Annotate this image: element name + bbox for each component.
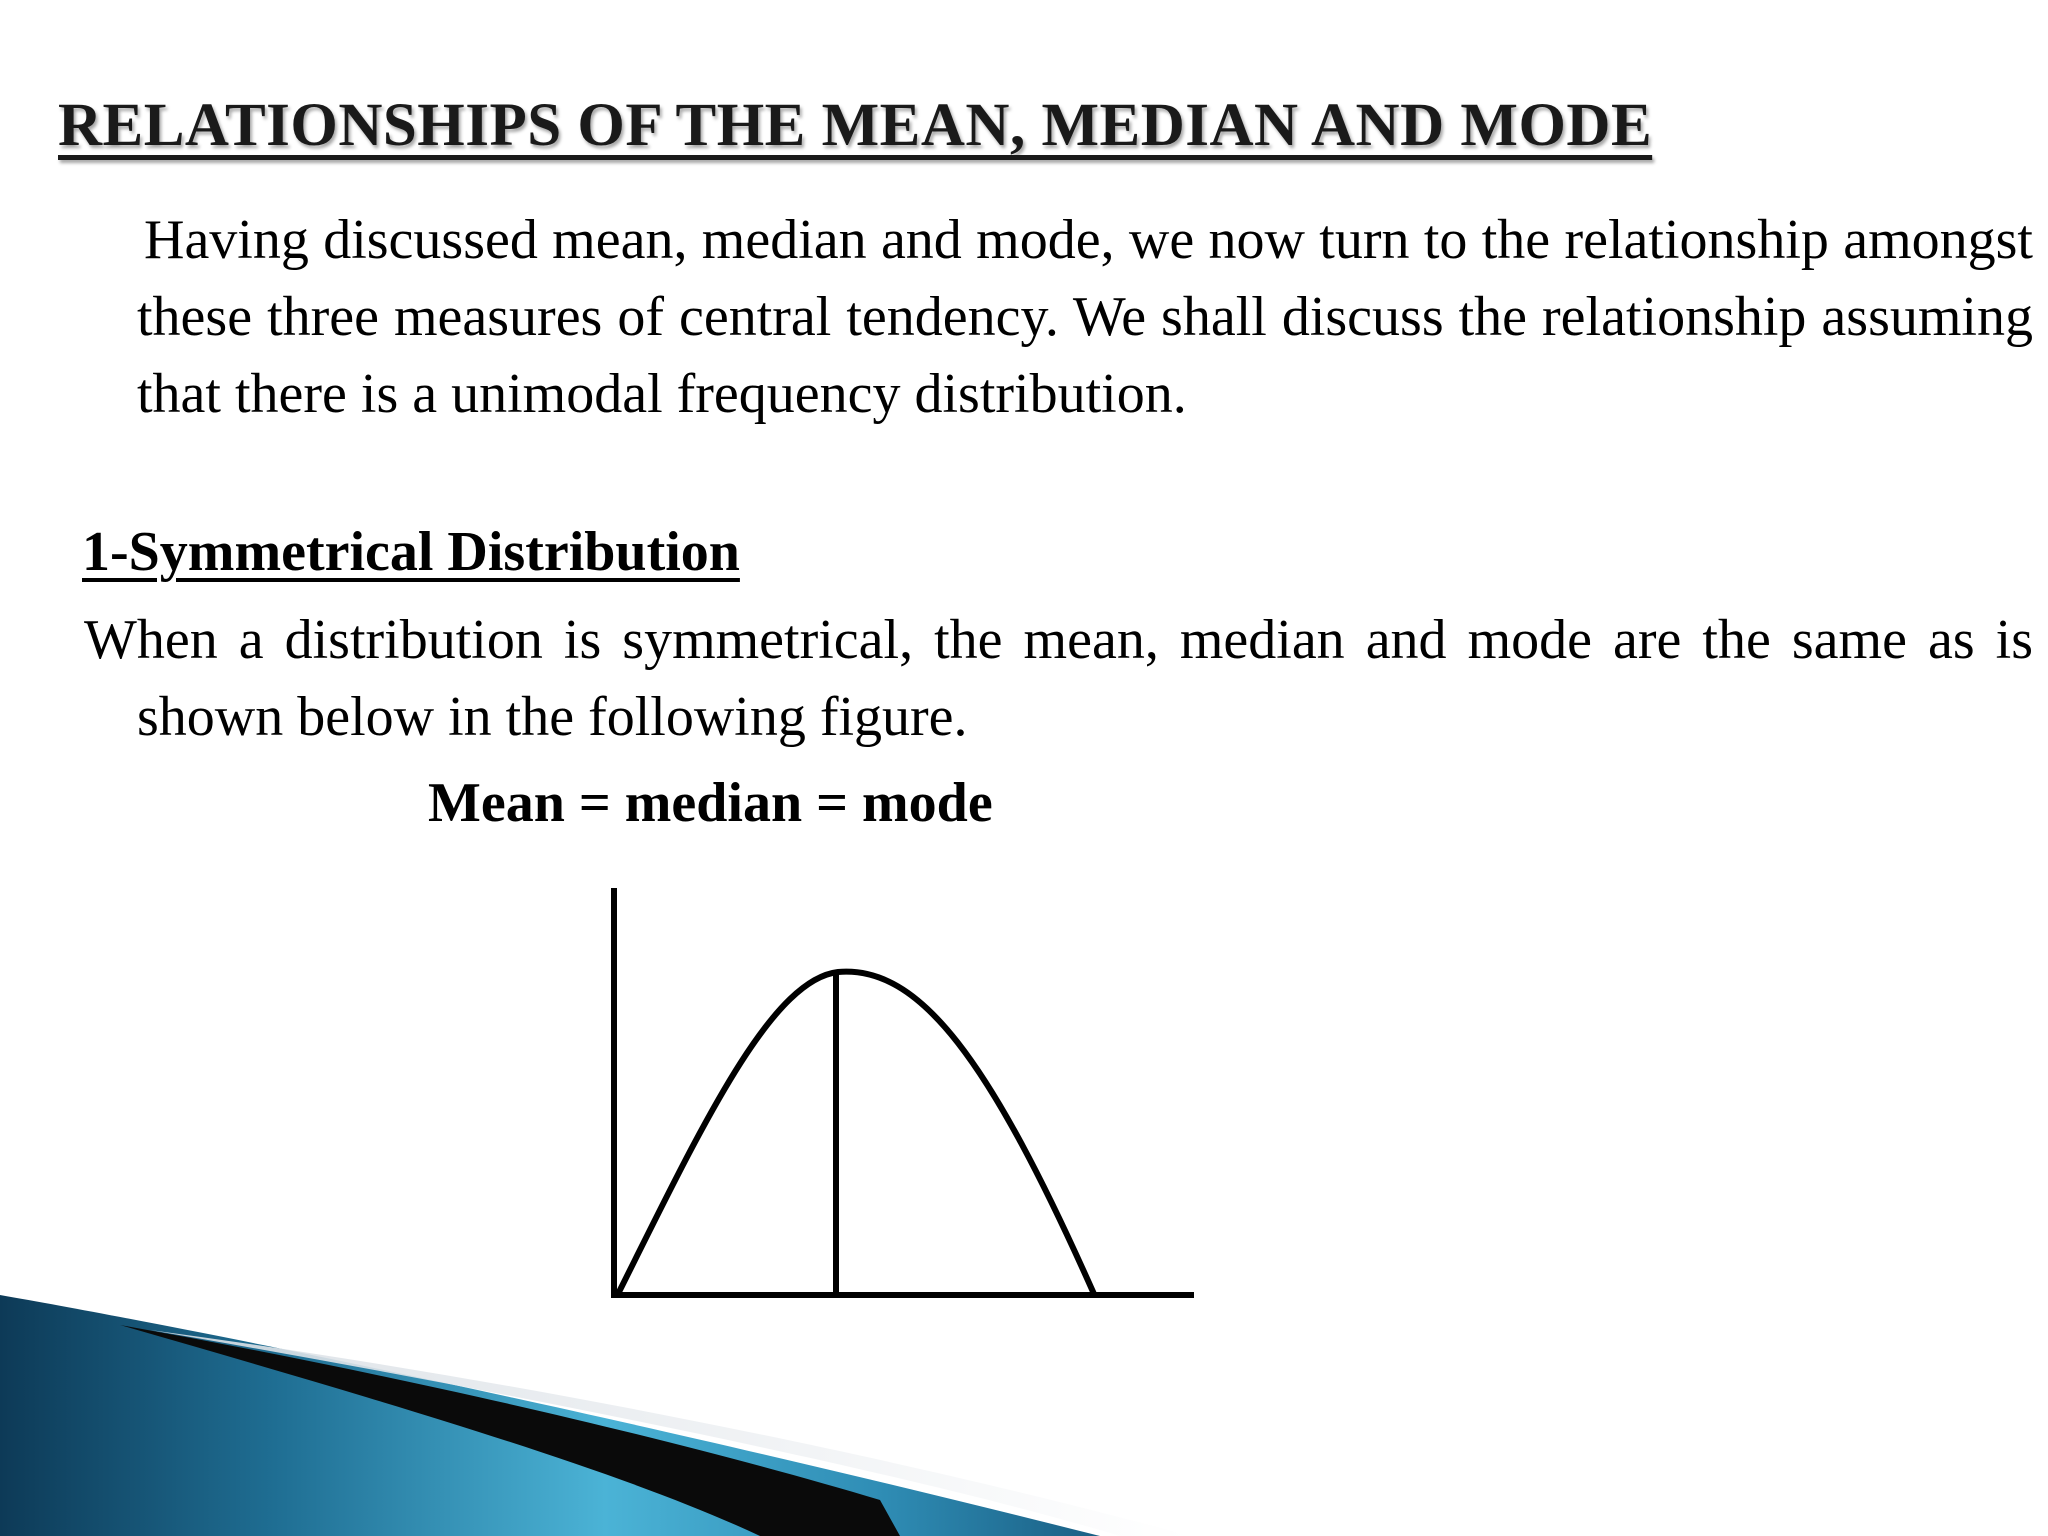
equation-label: Mean = median = mode [428,772,993,834]
section-paragraph: When a distribution is symmetrical, the mean, median and mode are the same as is shown below in the following figure. [84,609,2033,748]
intro-paragraph [84,202,2033,433]
slide-title: RELATIONSHIPS OF THE MEAN, MEDIAN AND MODE [58,92,1653,159]
section-heading: 1-Symmetrical Distribution [82,521,740,583]
intro-text: Having discussed mean, median and mode, we now turn to the relationship amongst these three measures of central tendency. We shall discuss the relationship assuming that there is a unimodal frequency distribution. [137,209,2033,425]
